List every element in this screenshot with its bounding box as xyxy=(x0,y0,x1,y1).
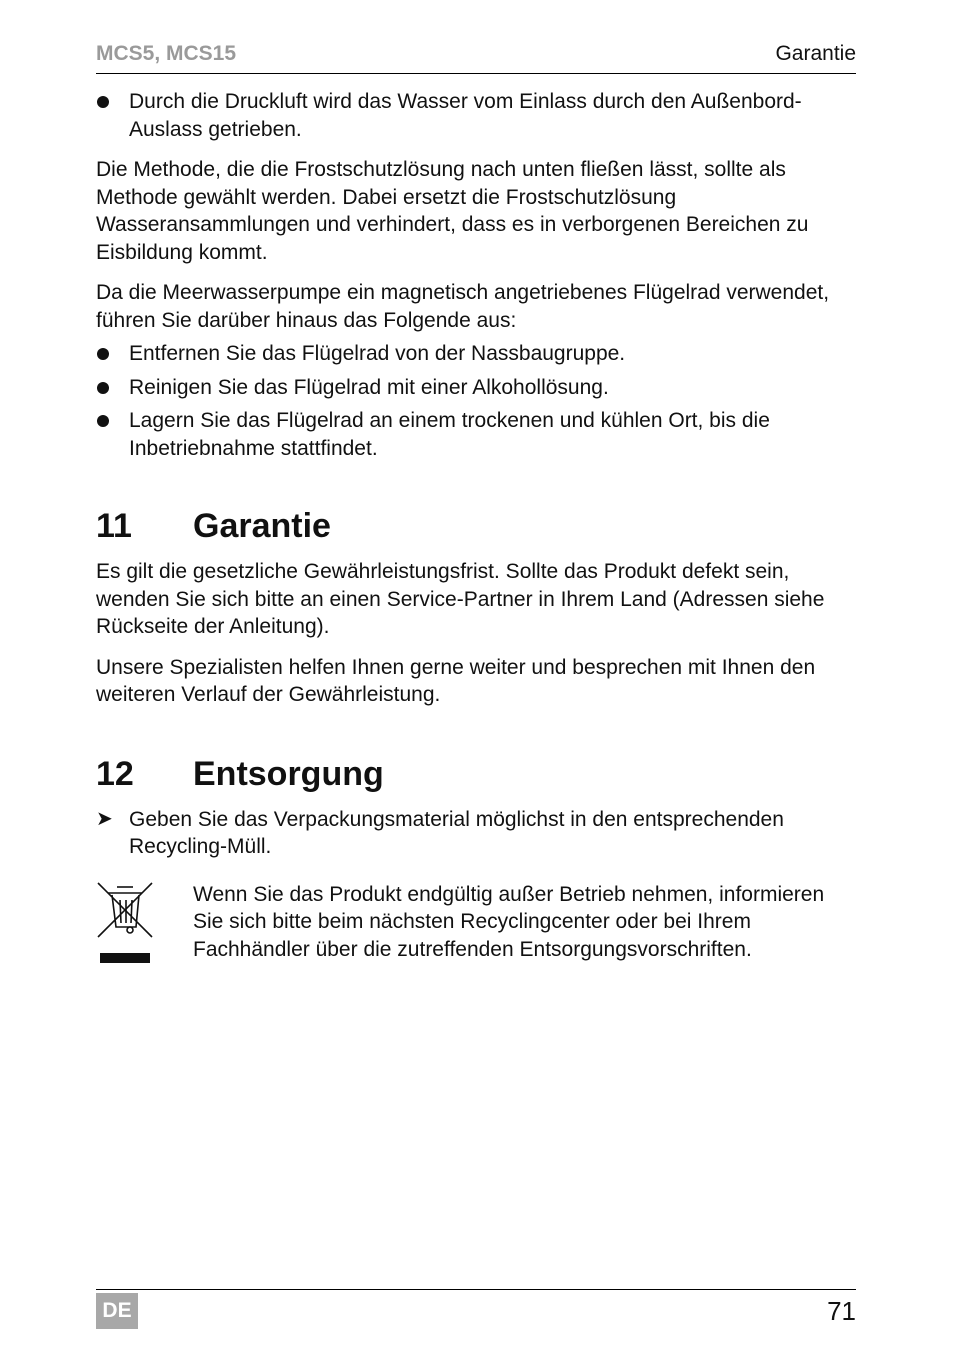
language-badge: DE xyxy=(96,1293,138,1329)
section-label: Garantie xyxy=(775,42,856,65)
list-item: Lagern Sie das Flügelrad an einem trockenen und kühlen Ort, bis die Inbetriebnahme stattfindet. xyxy=(96,407,858,462)
section-heading-entsorgung xyxy=(96,754,858,794)
impeller-bullet-list xyxy=(96,340,858,462)
section-number: 12 xyxy=(96,754,134,793)
page-content xyxy=(96,88,858,971)
section-title: Garantie xyxy=(193,507,331,545)
paragraph: Da die Meerwasserpumpe ein magnetisch angetriebenes Flügelrad verwendet, führen Sie darüber hinaus das Folgende aus: xyxy=(96,281,830,332)
bullet-icon xyxy=(97,415,109,427)
section-heading-garantie xyxy=(96,506,858,546)
section-number: 11 xyxy=(96,507,132,545)
disposal-text: Wenn Sie das Produkt endgültig außer Betrieb nehmen, informieren Sie sich bitte beim nächsten Recyclingcenter oder bei Ihrem Fachhändler über die zutreffenden Entsorgungsvorschriften. xyxy=(193,882,825,961)
section-title: Entsorgung xyxy=(193,754,384,793)
bullet-icon xyxy=(97,96,109,108)
intro-bullet-list xyxy=(96,88,858,143)
list-item: Durch die Druckluft wird das Wasser vom Einlass durch den Außenbord-Auslass getrieben. xyxy=(96,88,858,143)
list-item: Entfernen Sie das Flügelrad von der Nassbaugruppe. xyxy=(96,340,858,368)
crossed-out-wheelie-bin-icon xyxy=(96,881,154,967)
page-footer xyxy=(96,1289,856,1326)
paragraph: Es gilt die gesetzliche Gewährleistungsfrist. Sollte das Produkt defekt sein, wenden Sie sich bitte an einen Service-Partner in Ihrem Land (Adressen siehe Rückseite der Anleitung). xyxy=(96,560,825,638)
paragraph: Unsere Spezialisten helfen Ihnen gerne weiter und besprechen mit Ihnen den weiteren Verlauf der Gewährleistung. xyxy=(96,655,816,706)
list-item: Reinigen Sie das Flügelrad mit einer Alkohollösung. xyxy=(96,374,858,402)
instruction-step: ➤ Geben Sie das Verpackungsmaterial möglichst in den entsprechenden Recycling-Müll. xyxy=(96,807,784,858)
page-number: 71 xyxy=(827,1296,856,1326)
arrow-icon: ➤ xyxy=(96,807,113,830)
model-label: MCS5, MCS15 xyxy=(96,42,237,65)
bullet-icon xyxy=(97,348,109,360)
bullet-icon xyxy=(97,382,109,394)
paragraph: Die Methode, die die Frostschutzlösung nach unten fließen lässt, sollte als Methode gewählt werden. Dabei ersetzt die Frostschutzlösung Wasseransammlungen und verhindert, dass es in verborgenen Bereichen zu Eisbildung kommt. xyxy=(96,158,809,264)
disposal-notice xyxy=(96,881,858,971)
page-header xyxy=(96,40,856,74)
